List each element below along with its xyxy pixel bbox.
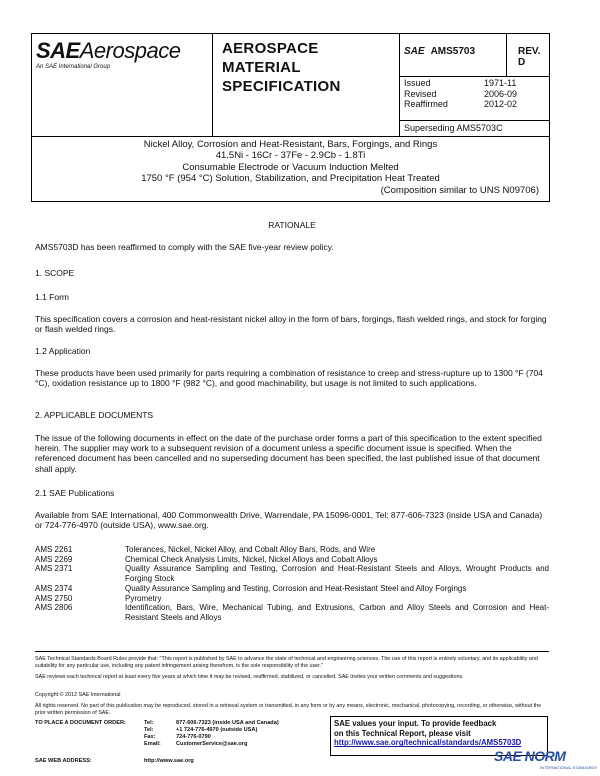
web-address: [35, 758, 194, 764]
revision-label: REV. D: [518, 46, 541, 68]
tel2-label: Tel:: [144, 727, 154, 733]
fax-label: Fax:: [144, 734, 156, 740]
feedback-line: SAE values your input. To provide feedback: [334, 719, 497, 728]
email-value[interactable]: CustomerService@sae.org: [176, 741, 248, 747]
issued-label: Issued: [404, 78, 431, 88]
title-line: AEROSPACE: [222, 40, 319, 57]
superseding-note: Superseding AMS5703C: [404, 123, 503, 133]
order-label: TO PLACE A DOCUMENT ORDER:: [35, 720, 126, 726]
reference-number: AMS 2374: [35, 583, 73, 593]
reference-row: [35, 545, 549, 555]
material-title-block: [31, 137, 550, 202]
reaffirmed-label: Reaffirmed: [404, 99, 448, 109]
reference-row: [35, 584, 549, 594]
watermark-subtitle: INTERNATIONAL STANDARDS: [540, 765, 598, 770]
section-scope-heading: 1. SCOPE: [35, 268, 75, 278]
tel2-value: +1 724-776-4970 (outside USA): [176, 727, 258, 733]
footer-divider: [35, 651, 549, 652]
reference-number: AMS 2371: [35, 564, 73, 574]
reference-row: [35, 564, 549, 583]
application-text: These products have been used primarily for parts requiring a combination of resistance to creep and stress-rupture up to 1300 °F (704 °C), oxidation resistance up to 1800 °F (982 °C), and good machinability, but usage is not limited to such applications.: [35, 368, 544, 389]
tel-label: Tel:: [144, 720, 154, 726]
uns-line: (Composition similar to UNS N09706): [380, 184, 539, 196]
date-block: [404, 78, 517, 110]
web-label: SAE WEB ADDRESS:: [35, 758, 92, 764]
reference-row: [35, 603, 549, 622]
reaffirmed-date: 2012-02: [484, 99, 518, 109]
rationale-heading: RATIONALE: [268, 220, 316, 230]
web-link[interactable]: http://www.sae.org: [144, 758, 194, 764]
reference-number: AMS 2750: [35, 593, 73, 603]
standards-board-note: SAE Technical Standards Board Rules provide that: "This report is published by SAE to advance the state of technical and engineering sciences. The use of this report is entirely voluntary, and its applicability and suitability for any particular use, including any patent infringement arising therefrom, is the sole responsibility of the user.": [35, 656, 538, 669]
rights-note: All rights reserved. No part of this publication may be reproduced, stored in a retrieval system or transmitted, in any form or by any means, electronic, mechanical, photocopying, recording, or otherwise, without the prior written permission of SAE.: [35, 703, 542, 716]
melting-line: Consumable Electrode or Vacuum Induction Melted: [182, 161, 399, 173]
reference-row: [35, 594, 549, 604]
reference-list: [35, 545, 549, 623]
rationale-text: AMS5703D has been reaffirmed to comply with the SAE five-year review policy.: [35, 242, 334, 252]
reference-title: Pyrometry: [125, 593, 162, 603]
tel-value: 877-606-7323 (inside USA and Canada): [176, 720, 279, 726]
reference-title: Chemical Check Analysis Limits, Nickel, Nickel Alloys and Cobalt Alloys: [125, 554, 378, 564]
reference-title: Quality Assurance Sampling and Testing, Corrosion and Heat-Resistant Steels and Alloys, Wrought Products and Forging Stock: [125, 564, 549, 584]
logo-text: Aerospace: [79, 38, 181, 63]
sae-aerospace-logo: [36, 38, 180, 64]
reference-title: Tolerances, Nickel, Nickel Alloy, and Cobalt Alloy Bars, Rods, and Wire: [125, 545, 376, 554]
revised-date: 2006-09: [484, 88, 518, 99]
document-code: [404, 46, 475, 57]
form-text: This specification covers a corrosion and heat-resistant nickel alloy in the form of bars, forgings, flash welded rings, and stock for forging or flash welded rings.: [35, 314, 547, 335]
reference-number: AMS 2261: [35, 545, 73, 554]
sae-norm-watermark: SAE NORM: [494, 748, 566, 764]
title-line: SPECIFICATION: [222, 78, 341, 95]
feedback-line: on this Technical Report, please visit: [334, 728, 471, 738]
reference-row: [35, 555, 549, 565]
doc-prefix: SAE: [404, 46, 425, 57]
doc-code: AMS5703: [430, 46, 476, 57]
sae-publications-text: Available from SAE International, 400 Commonwealth Drive, Warrendale, PA 15096-0001, Tel: 877-606-7323 (inside USA and Canada) or 724-776-4970 (outside USA), www.sae.org.: [35, 510, 543, 531]
section-application-heading: 1.2 Application: [35, 346, 91, 356]
applicable-documents-text: The issue of the following documents in effect on the date of the purchase order forms a part of this specification to the extent specified herein. The supplier may work to a subsequent revision of a document unless a specific document issue is specified. When the referenced document has been cancelled and no superseding document has been specified, the last published issue of that document shall apply.: [35, 433, 542, 474]
section-form-heading: 1.1 Form: [35, 292, 70, 302]
section-sae-publications-heading: 2.1 SAE Publications: [35, 488, 115, 498]
email-label: Email:: [144, 741, 161, 747]
feedback-link[interactable]: http://www.sae.org/technical/standards/AMS5703D: [334, 738, 522, 748]
review-note: SAE reviews each technical report at least every five years at which time it may be revised, reaffirmed, stabilized, or cancelled. SAE invites your written comments and suggestions.: [35, 674, 464, 680]
heat-treat-line: 1750 °F (954 °C) Solution, Stabilization, and Precipitation Heat Treated: [141, 173, 440, 185]
copyright: Copyright © 2012 SAE International: [35, 692, 121, 698]
order-info: [35, 720, 279, 748]
spec-header: [31, 33, 550, 137]
reference-title: Quality Assurance Sampling and Testing, Corrosion and Heat-Resistant Steel and Alloy Forgings: [125, 583, 467, 593]
title-line: MATERIAL: [222, 59, 301, 76]
composition-line: 41.5Ni - 16Cr - 37Fe - 2.9Cb - 1.8Ti: [215, 150, 366, 162]
reference-number: AMS 2269: [35, 554, 73, 564]
reference-title: Identification, Bars, Wire, Mechanical Tubing, and Extrusions, Carbon and Alloy Steels and Corrosion and Heat-Resistant Steels and Alloys: [125, 603, 549, 622]
spec-type-title: [222, 39, 341, 96]
revised-label: Revised: [404, 88, 437, 99]
material-title: Nickel Alloy, Corrosion and Heat-Resistant, Bars, Forgings, and Rings: [143, 139, 438, 150]
logo-subtitle: An SAE International Group: [36, 64, 111, 70]
logo-bold: SAE: [36, 38, 80, 63]
issued-date: 1971-11: [484, 78, 517, 88]
section-applicable-documents-heading: 2. APPLICABLE DOCUMENTS: [35, 410, 154, 420]
reference-number: AMS 2806: [35, 603, 73, 613]
fax-value: 724-776-0790: [176, 734, 211, 740]
